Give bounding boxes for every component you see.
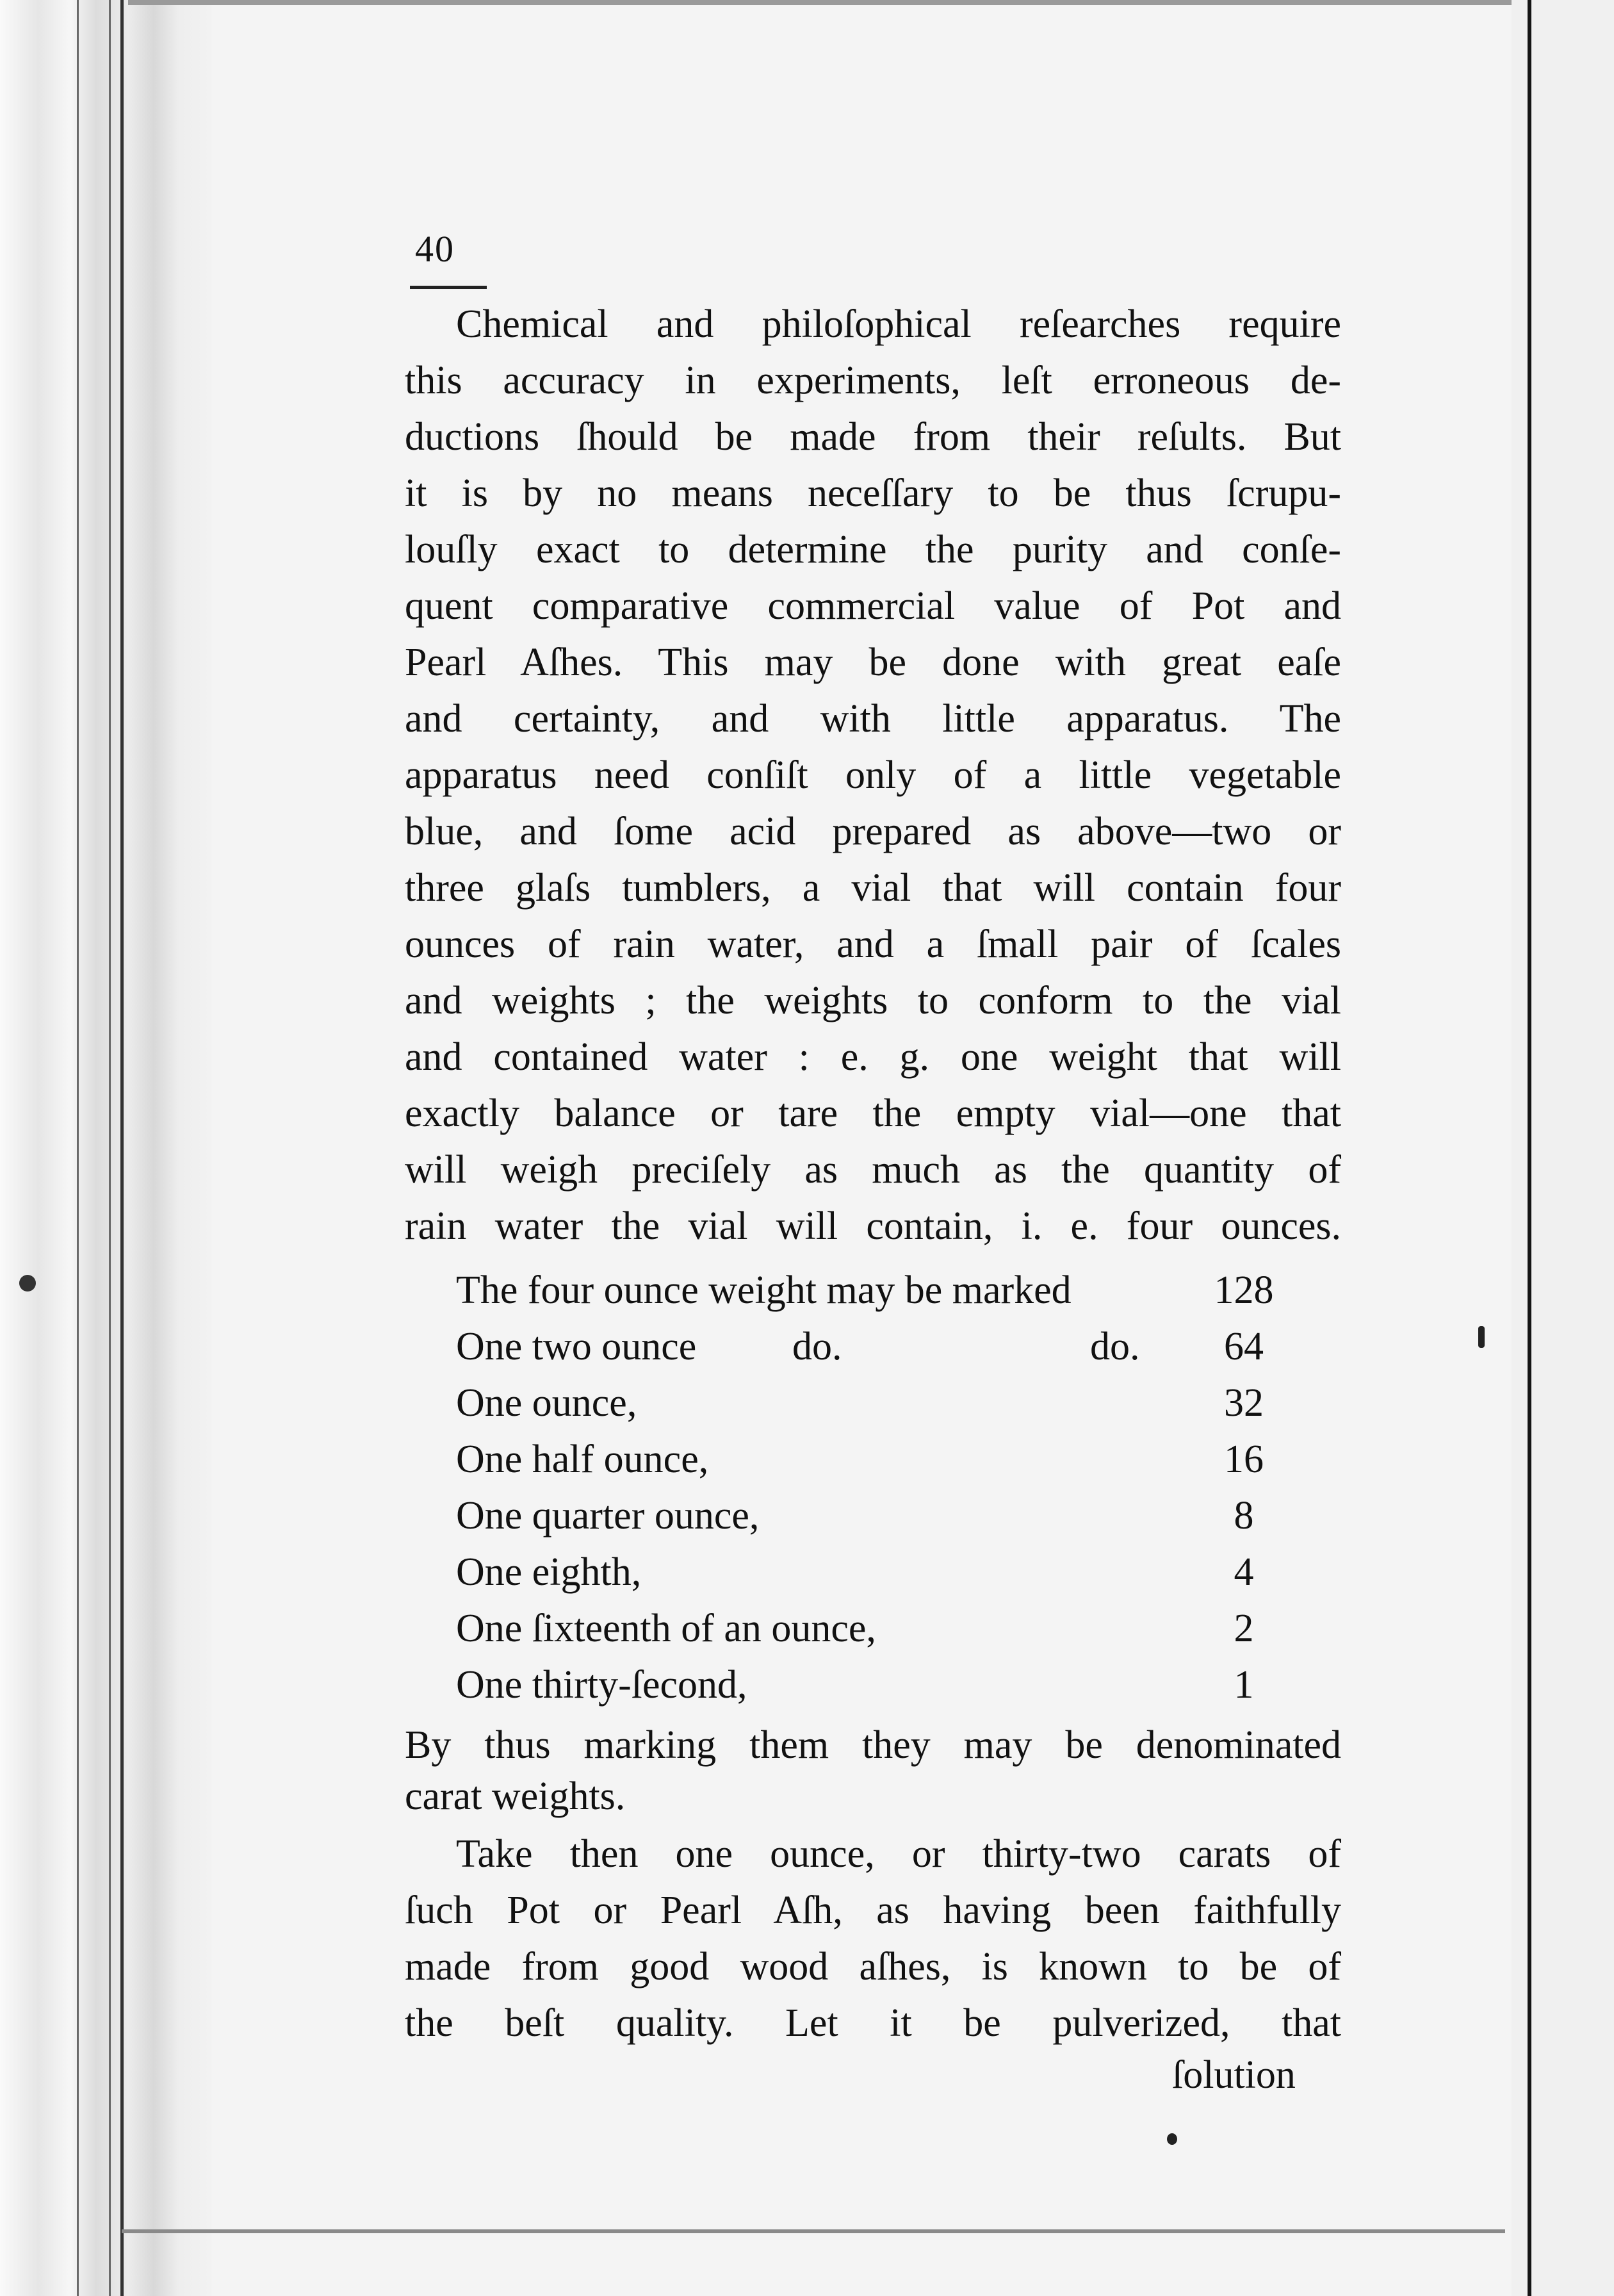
text-line: will weigh preciſely as much as the quantity of [405,1148,1341,1192]
text-line: quent comparative commercial value of Pot and [405,584,1341,628]
facing-page-edge [1528,0,1531,2296]
text-line: By thus marking them they may be denominated [405,1723,1341,1767]
text-line: ſuch Pot or Pearl Aſh, as having been faithfully [405,1889,1341,1932]
ditto-mark: do. [792,1325,842,1368]
text-line: and certainty, and with little apparatus. The [405,697,1341,741]
binding-line [77,0,79,2296]
page-number: 40 [415,228,455,270]
binding-line [120,0,124,2296]
carat-value: 1 [1234,1663,1254,1707]
page-number-rule [410,286,487,289]
binding-line [109,0,111,2296]
book-binding-edge [0,0,211,2296]
text-line: Chemical and philoſophical reſearches require [456,302,1341,346]
page-top-edge [128,0,1512,5]
table-row [456,1657,1289,1713]
text-line: Take then one ounce, or thirty-two carats of [456,1832,1341,1876]
table-row [456,1431,1289,1488]
text-line: ounces of rain water, and a ſmall pair of ſcales [405,922,1341,966]
text-line: and contained water : e. g. one weight that will [405,1035,1341,1079]
table-row [456,1318,1289,1375]
carat-value: 16 [1224,1438,1264,1481]
weight-label: One half ounce, [456,1438,709,1481]
text-line: and weights ; the weights to conform to the vial [405,979,1341,1022]
text-line: made from good wood aſhes, is known to be of [405,1945,1341,1988]
text-line: ductions ſhould be made from their reſults. But [405,415,1341,459]
carat-value: 8 [1234,1494,1254,1538]
text-line: the beſt quality. Let it be pulverized, that [405,2001,1341,2045]
weight-label: One two ounce [456,1325,697,1368]
text-line: carat weights. [405,1775,626,1818]
page-bottom-edge [122,2229,1505,2233]
table-row [456,1488,1289,1544]
carat-value: 64 [1224,1325,1264,1368]
text-line: louſly exact to determine the purity and conſe- [405,528,1341,571]
carat-value: 128 [1214,1268,1274,1312]
weight-label: One thirty-ſecond, [456,1663,747,1707]
table-row [456,1375,1289,1431]
carat-value: 2 [1234,1607,1254,1650]
facing-page-strip [1512,0,1614,2296]
carat-value: 4 [1234,1550,1254,1594]
text-line: blue, and ſome acid prepared as above—two or [405,810,1341,853]
text-line: Pearl Aſhes. This may be done with great eaſe [405,641,1341,684]
text-line: three glaſs tumblers, a vial that will contain four [405,866,1341,910]
text-line: apparatus need conſiſt only of a little vegetable [405,753,1341,797]
ink-speck [19,1275,36,1292]
text-line: it is by no means neceſſary to be thus ſcrupu- [405,472,1341,515]
weight-label: One eighth, [456,1550,642,1594]
weight-label: The four ounce weight may be marked [456,1268,1072,1312]
weight-label: One ounce, [456,1381,637,1425]
text-line: rain water the vial will contain, i. e. four ounces. [405,1204,1341,1248]
weight-label: One quarter ounce, [456,1494,760,1538]
table-row [456,1600,1289,1657]
ditto-mark: do. [1090,1325,1140,1368]
ink-speck [1167,2133,1177,2145]
weight-label: One ſixteenth of an ounce, [456,1607,876,1650]
text-line: exactly balance or tare the empty vial—one that [405,1092,1341,1135]
table-row [456,1262,1289,1318]
ink-speck [1478,1326,1485,1348]
catchword: ſolution [1172,2053,1296,2097]
text-line: this accuracy in experiments, leſt erroneous de- [405,359,1341,402]
carat-value: 32 [1224,1381,1264,1425]
table-row [456,1544,1289,1600]
